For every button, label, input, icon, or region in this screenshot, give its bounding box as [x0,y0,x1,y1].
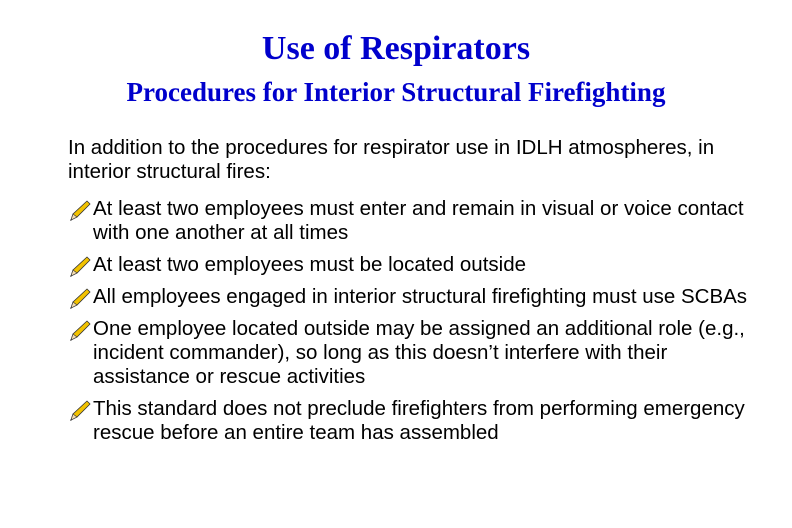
pencil-icon [68,287,92,311]
bullet-list [68,197,758,445]
intro-text: In addition to the procedures for respirator use in IDLH atmospheres, in interior structural fires: [68,136,715,183]
bullet-item [68,285,758,309]
bullet-text: At least two employees must be located outside [93,253,527,276]
pencil-icon [68,399,92,423]
bullet-item [68,197,758,245]
bullet-text: One employee located outside may be assigned an additional role (e.g., incident commander), so long as this doesn’t interfere with their assistance or rescue activities [93,317,745,388]
bullet-item [68,317,758,389]
bullet-text: At least two employees must enter and remain in visual or voice contact with one another at all times [93,197,744,244]
pencil-icon [68,199,92,223]
bullet-item [68,253,758,277]
bullet-text: All employees engaged in interior structural firefighting must use SCBAs [93,285,748,308]
bullet-text: This standard does not preclude firefighters from performing emergency rescue before an entire team has assembled [93,397,745,444]
slide-title: Use of Respirators [261,30,531,67]
bullet-item [68,397,758,445]
slide-body [68,136,758,453]
pencil-icon [68,255,92,279]
pencil-icon [68,319,92,343]
slide-subtitle: Procedures for Interior Structural Firefighting [126,77,666,107]
